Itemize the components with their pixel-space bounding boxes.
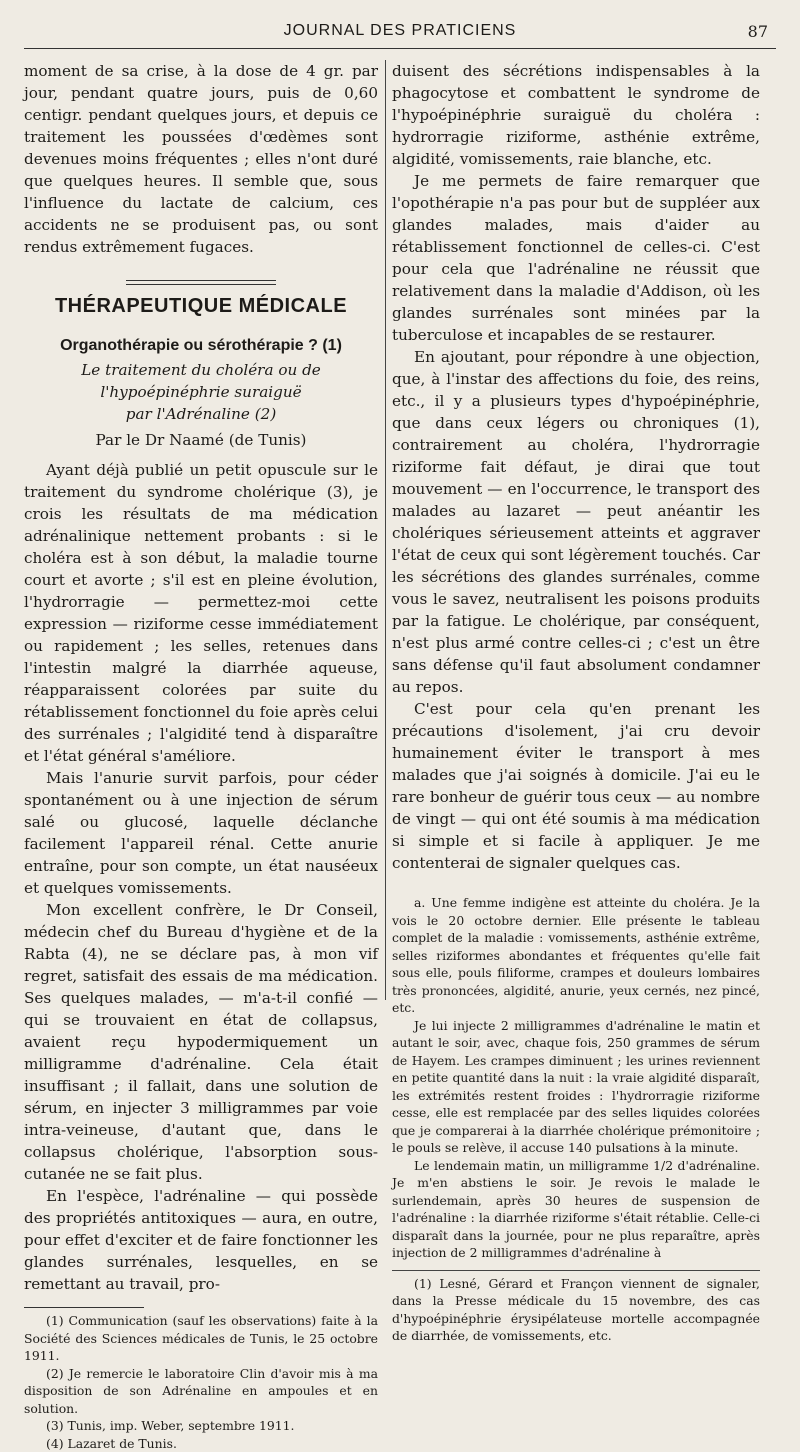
article-subtitle-1: Le traitement du choléra ou de l'hypoépinéphrie suraiguë [24, 359, 378, 403]
byline: Par le Dr Naamé (de Tunis) [24, 429, 378, 451]
section-divider [126, 280, 276, 285]
article-title: Organothérapie ou sérothérapie ? (1) [24, 335, 378, 357]
footnote: (2) Je remercie le laboratoire Clin d'avoir mis à ma disposition de son Adrénaline en ampoules et en solution. [24, 1365, 378, 1418]
observation-paragraph: Je lui injecte 2 milligrammes d'adrénaline le matin et autant le soir, avec, chaque fois, 250 grammes de sérum de Hayem. Les crampes diminuent ; les urines reviennent en petite quantité dans la nuit : la vraie algidité disparaît, les extrémités restent froides : l'hydrorragie riziforme cesse, elle est remplacée par des selles liquides colorées que je comparerai à la diarrhée cholérique prémonitoire ; le pouls se relève, il accuse 140 pulsations à la minute. [392, 1017, 760, 1157]
footnote: (4) Lazaret de Tunis. [24, 1435, 378, 1452]
paragraph: duisent des sécrétions indispensables à la phagocytose et combattent le syndrome de l'hypoépinéphrie suraiguë du choléra : hydrorragie riziforme, asthénie extrême, algidité, vomissements, raie blanche, etc. [392, 60, 760, 170]
paragraph: Mais l'anurie survit parfois, pour céder spontanément ou à une injection de sérum salé ou glucosé, laquelle déclanche facilement l'appareil rénal. Cette anurie entraîne, pour son compte, un état nauséeux et quelques vomissements. [24, 767, 378, 899]
footnote: (3) Tunis, imp. Weber, septembre 1911. [24, 1417, 378, 1435]
page-number: 87 [748, 22, 768, 41]
paragraph: En l'espèce, l'adrénaline — qui possède des propriétés antitoxiques — aura, en outre, pour effet d'exciter et de faire fonctionner les glandes surrénales, lesquelles, en se remettant au travail, pro- [24, 1185, 378, 1295]
intro-paragraph: moment de sa crise, à la dose de 4 gr. par jour, pendant quatre jours, puis de 0,60 centigr. pendant quelques jours, et depuis ce traitement les poussées d'œdèmes sont devenues moins fréquentes ; elles n'ont duré que quelques heures. Il semble que, sous l'influence du lactate de calcium, ces accidents ne se produisent pas, ou sont rendus extrêmement fugaces. [24, 60, 378, 258]
left-column [24, 60, 378, 1452]
footnote: (1) Lesné, Gérard et Françon viennent de signaler, dans la Presse médicale du 15 novembre, des cas d'hypoépinéphrie érysipélateuse mortelle accompagnée de diarrhée, de vomissements, etc. [392, 1275, 760, 1345]
column-divider [385, 60, 386, 1000]
running-header [24, 22, 776, 42]
right-column [392, 60, 760, 1345]
paragraph: Je me permets de faire remarquer que l'opothérapie n'a pas pour but de suppléer aux glandes malades, mais d'aider au rétablissement fonctionnel de celles-ci. C'est pour cela que l'adrénaline ne réussit que relativement dans la maladie d'Addison, où les glandes surrénales sont minées par la tuberculose et incapables de se restaurer. [392, 170, 760, 346]
footnote-rule [392, 1270, 760, 1271]
paragraph: C'est pour cela qu'en prenant les précautions d'isolement, j'ai cru devoir humainement éviter le transport à mes malades que j'ai soignés à domicile. J'ai eu le rare bonheur de guérir tous ceux — au nombre de vingt — qui ont été soumis à ma médication si simple et si facile à appliquer. Je me contenterai de signaler quelques cas. [392, 698, 760, 874]
footnotes [24, 1312, 378, 1452]
paragraph: Mon excellent confrère, le Dr Conseil, médecin chef du Bureau d'hygiène et de la Rabta (4), ne se déclare pas, à mon vif regret, satisfait des essais de ma médication. Ses quelques malades, — m'a-t-il confié — qui se trouvaient en état de collapsus, avaient reçu hypodermiquement un milligramme d'adrénaline. Cela était insuffisant ; il fallait, dans une solution de sérum, en injecter 3 milligrammes par voie intra-veineuse, d'autant que, dans le collapsus cholérique, l'absorption sous-cutanée ne se fait plus. [24, 899, 378, 1185]
observation-paragraph: a. Une femme indigène est atteinte du choléra. Je la vois le 20 octobre dernier. Elle présente le tableau complet de la maladie : vomissements, asthénie extrême, selles riziformes abondantes et fréquentes qu'elle fait sous elle, pouls filiforme, crampes et douleurs lombaires très prononcées, algidité, anurie, yeux cernés, nez pincé, etc. [392, 894, 760, 1017]
journal-title: JOURNAL DES PRATICIENS [24, 22, 776, 40]
section-title: THÉRAPEUTIQUE MÉDICALE [24, 295, 378, 317]
footnote-rule [24, 1307, 144, 1308]
header-rule [24, 48, 776, 49]
article-subtitle-2: par l'Adrénaline (2) [24, 403, 378, 425]
observations [392, 894, 760, 1345]
footnote: (1) Communication (sauf les observations) faite à la Société des Sciences médicales de Tunis, le 25 octobre 1911. [24, 1312, 378, 1365]
paragraph: En ajoutant, pour répondre à une objection, que, à l'instar des affections du foie, des reins, etc., il y a plusieurs types d'hypoépinéphrie, que dans ceux légers ou chroniques (1), contrairement au choléra, l'hydrorragie riziforme fait défaut, je dirai que tout mouvement — en l'occurrence, le transport des malades au lazaret — peut anéantir les cholériques sérieusement atteints et aggraver l'état de ceux qui sont légèrement touchés. Car les sécrétions des glandes surrénales, comme vous le savez, neutralisent les poisons produits par la fatigue. Le cholérique, par conséquent, n'est plus armé contre celles-ci ; c'est un être sans défense qu'il faut absolument condamner au repos. [392, 346, 760, 698]
observation-paragraph: Le lendemain matin, un milligramme 1/2 d'adrénaline. Je m'en abstiens le soir. Je revois le malade le surlendemain, après 30 heures de suspension de l'adrénaline : la diarrhée riziforme s'était rétablie. Celle-ci disparaît dans la journée, pour ne plus reparaître, après injection de 2 milligrammes d'adrénaline à [392, 1157, 760, 1262]
paragraph: Ayant déjà publié un petit opuscule sur le traitement du syndrome cholérique (3), je crois les résultats de ma médication adrénalinique nettement probants : si le choléra est à son début, la maladie tourne court et avorte ; s'il est en pleine évolution, l'hydrorragie — permettez-moi cette expression — riziforme cesse immédiatement ou rapidement ; les selles, retenues dans l'intestin malgré la diarrhée aqueuse, réapparaissent colorées par suite du rétablissement fonctionnel du foie après celui des surrénales ; l'algidité tend à disparaître et l'état général s'améliore. [24, 459, 378, 767]
